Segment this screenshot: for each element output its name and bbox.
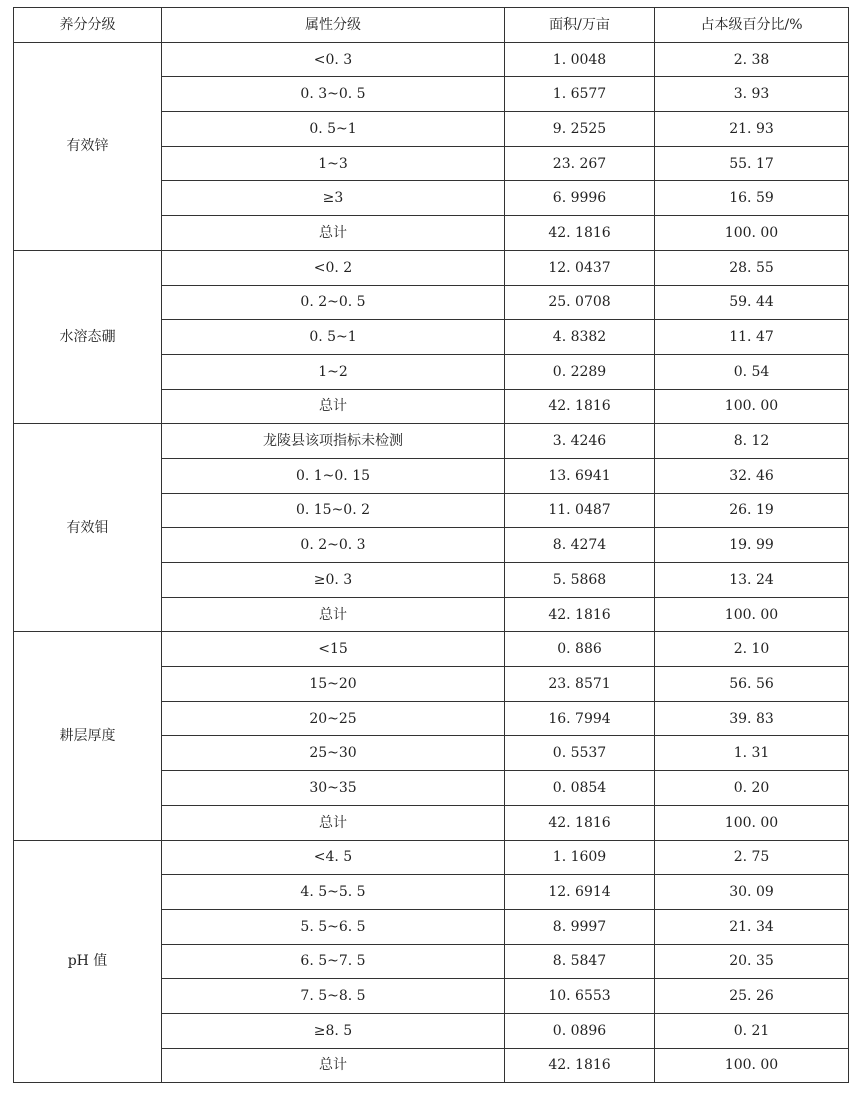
percentage-cell: 100. 00: [655, 216, 849, 251]
attribute-grade-cell: ≥0. 3: [162, 563, 505, 598]
nutrient-grade-cell: pH 值: [14, 840, 162, 1083]
attribute-grade-cell: 5. 5~6. 5: [162, 909, 505, 944]
area-cell: 12. 6914: [505, 875, 655, 910]
table-row: [14, 840, 849, 875]
area-cell: 4. 8382: [505, 320, 655, 355]
area-cell: 11. 0487: [505, 493, 655, 528]
attribute-grade-cell: ≥3: [162, 181, 505, 216]
attribute-grade-cell: 1~2: [162, 354, 505, 389]
header-attribute-grade: 属性分级: [162, 8, 505, 43]
percentage-cell: 11. 47: [655, 320, 849, 355]
percentage-cell: 0. 54: [655, 354, 849, 389]
attribute-grade-cell: 总计: [162, 597, 505, 632]
percentage-cell: 2. 75: [655, 840, 849, 875]
percentage-cell: 3. 93: [655, 77, 849, 112]
area-cell: 42. 1816: [505, 597, 655, 632]
area-cell: 1. 1609: [505, 840, 655, 875]
percentage-cell: 0. 21: [655, 1013, 849, 1048]
percentage-cell: 100. 00: [655, 597, 849, 632]
percentage-cell: 2. 10: [655, 632, 849, 667]
percentage-cell: 100. 00: [655, 1048, 849, 1083]
percentage-cell: 0. 20: [655, 771, 849, 806]
area-cell: 42. 1816: [505, 805, 655, 840]
percentage-cell: 21. 34: [655, 909, 849, 944]
nutrient-grade-cell: 有效锌: [14, 42, 162, 250]
attribute-grade-cell: 4. 5~5. 5: [162, 875, 505, 910]
area-cell: 23. 8571: [505, 667, 655, 702]
area-cell: 16. 7994: [505, 701, 655, 736]
nutrient-grade-cell: 耕层厚度: [14, 632, 162, 840]
attribute-grade-cell: <15: [162, 632, 505, 667]
area-cell: 25. 0708: [505, 285, 655, 320]
percentage-cell: 21. 93: [655, 112, 849, 147]
header-area: 面积/万亩: [505, 8, 655, 43]
table-body: [14, 42, 849, 1083]
area-cell: 13. 6941: [505, 458, 655, 493]
table-row: [14, 250, 849, 285]
area-cell: 23. 267: [505, 146, 655, 181]
table-row: [14, 632, 849, 667]
attribute-grade-cell: 总计: [162, 389, 505, 424]
area-cell: 42. 1816: [505, 389, 655, 424]
attribute-grade-cell: 0. 3~0. 5: [162, 77, 505, 112]
area-cell: 42. 1816: [505, 216, 655, 251]
percentage-cell: 8. 12: [655, 424, 849, 459]
area-cell: 0. 886: [505, 632, 655, 667]
area-cell: 0. 2289: [505, 354, 655, 389]
attribute-grade-cell: ≥8. 5: [162, 1013, 505, 1048]
attribute-grade-cell: 总计: [162, 1048, 505, 1083]
area-cell: 1. 6577: [505, 77, 655, 112]
percentage-cell: 2. 38: [655, 42, 849, 77]
area-cell: 0. 5537: [505, 736, 655, 771]
area-cell: 8. 4274: [505, 528, 655, 563]
attribute-grade-cell: 0. 1~0. 15: [162, 458, 505, 493]
percentage-cell: 28. 55: [655, 250, 849, 285]
attribute-grade-cell: 总计: [162, 805, 505, 840]
percentage-cell: 32. 46: [655, 458, 849, 493]
percentage-cell: 1. 31: [655, 736, 849, 771]
attribute-grade-cell: <0. 3: [162, 42, 505, 77]
header-nutrient-grade: 养分分级: [14, 8, 162, 43]
attribute-grade-cell: 30~35: [162, 771, 505, 806]
nutrient-grade-cell: 有效钼: [14, 424, 162, 632]
attribute-grade-cell: 7. 5~8. 5: [162, 979, 505, 1014]
area-cell: 8. 9997: [505, 909, 655, 944]
nutrient-grade-cell: 水溶态硼: [14, 250, 162, 423]
attribute-grade-cell: 0. 5~1: [162, 320, 505, 355]
percentage-cell: 100. 00: [655, 389, 849, 424]
header-percentage: 占本级百分比/%: [655, 8, 849, 43]
attribute-grade-cell: 总计: [162, 216, 505, 251]
area-cell: 0. 0896: [505, 1013, 655, 1048]
attribute-grade-cell: <4. 5: [162, 840, 505, 875]
percentage-cell: 19. 99: [655, 528, 849, 563]
area-cell: 6. 9996: [505, 181, 655, 216]
attribute-grade-cell: 0. 15~0. 2: [162, 493, 505, 528]
area-cell: 3. 4246: [505, 424, 655, 459]
header-row: [14, 8, 849, 43]
attribute-grade-cell: 25~30: [162, 736, 505, 771]
area-cell: 12. 0437: [505, 250, 655, 285]
percentage-cell: 20. 35: [655, 944, 849, 979]
attribute-grade-cell: 龙陵县该项指标未检测: [162, 424, 505, 459]
attribute-grade-cell: 6. 5~7. 5: [162, 944, 505, 979]
nutrient-grade-table: [13, 7, 849, 1083]
table-row: [14, 424, 849, 459]
percentage-cell: 59. 44: [655, 285, 849, 320]
attribute-grade-cell: 0. 2~0. 3: [162, 528, 505, 563]
percentage-cell: 13. 24: [655, 563, 849, 598]
attribute-grade-cell: <0. 2: [162, 250, 505, 285]
area-cell: 1. 0048: [505, 42, 655, 77]
percentage-cell: 55. 17: [655, 146, 849, 181]
percentage-cell: 56. 56: [655, 667, 849, 702]
percentage-cell: 30. 09: [655, 875, 849, 910]
percentage-cell: 100. 00: [655, 805, 849, 840]
attribute-grade-cell: 15~20: [162, 667, 505, 702]
area-cell: 0. 0854: [505, 771, 655, 806]
percentage-cell: 26. 19: [655, 493, 849, 528]
percentage-cell: 39. 83: [655, 701, 849, 736]
table-row: [14, 42, 849, 77]
percentage-cell: 16. 59: [655, 181, 849, 216]
area-cell: 5. 5868: [505, 563, 655, 598]
attribute-grade-cell: 20~25: [162, 701, 505, 736]
attribute-grade-cell: 1~3: [162, 146, 505, 181]
attribute-grade-cell: 0. 2~0. 5: [162, 285, 505, 320]
area-cell: 8. 5847: [505, 944, 655, 979]
percentage-cell: 25. 26: [655, 979, 849, 1014]
area-cell: 10. 6553: [505, 979, 655, 1014]
attribute-grade-cell: 0. 5~1: [162, 112, 505, 147]
area-cell: 42. 1816: [505, 1048, 655, 1083]
area-cell: 9. 2525: [505, 112, 655, 147]
